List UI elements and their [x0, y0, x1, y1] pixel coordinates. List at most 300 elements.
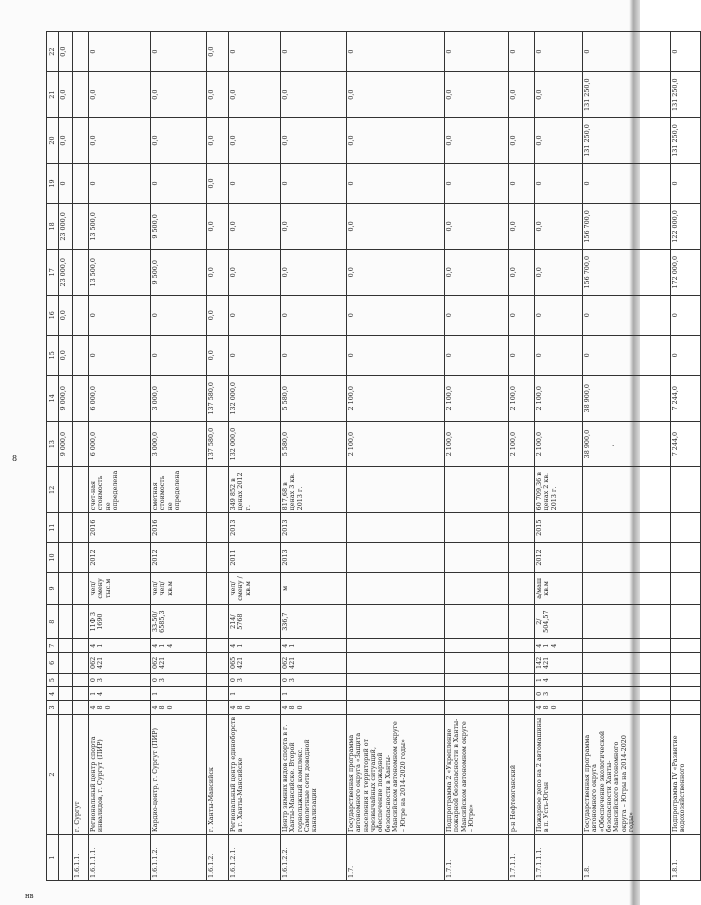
investment-table: [46, 31, 701, 881]
value-cell: 0,0: [347, 118, 445, 164]
total-cell: 23 000,0: [59, 204, 73, 250]
value-cell: [73, 639, 89, 653]
row-name-cell: г. Ханты-Мансийск: [207, 714, 229, 834]
value-cell: [509, 673, 535, 687]
value-cell: 2011: [229, 543, 281, 573]
value-cell: [583, 687, 671, 701]
value-cell: 0,0: [535, 204, 583, 250]
value-cell: 1: [229, 687, 281, 701]
value-cell: 13 500,0: [89, 249, 151, 295]
empty-cell: [59, 543, 73, 573]
value-cell: [73, 421, 89, 467]
value-cell: 0,0: [281, 118, 347, 164]
column-number: 1: [47, 835, 59, 881]
value-cell: 0,0: [207, 72, 229, 118]
value-cell: 0: [535, 32, 583, 72]
value-cell: [509, 543, 535, 573]
value-cell: 2 100,0: [535, 421, 583, 467]
value-cell: 0: [535, 163, 583, 203]
row-name-cell: Региональный центр единоборств в г. Ханты-Мансийске: [229, 714, 281, 834]
value-cell: 0: [151, 32, 207, 72]
value-cell: [671, 653, 701, 674]
row-name-cell: Пожарное депо на 2 автомашины в п. Усть-Юган: [535, 714, 583, 834]
column-number: 17: [47, 249, 59, 295]
value-cell: 0,0: [207, 249, 229, 295]
value-cell: 2/ 504,57: [535, 604, 583, 638]
row-code-cell: 1.6.1.1.: [73, 835, 89, 881]
value-cell: [73, 32, 89, 72]
value-cell: [583, 572, 671, 604]
value-cell: 156 700,0: [583, 249, 671, 295]
value-cell: 0 3: [229, 673, 281, 687]
value-cell: [73, 163, 89, 203]
value-cell: 0,0: [207, 295, 229, 335]
row-code-cell: 1.8.1.: [671, 835, 701, 881]
table-row: [229, 32, 281, 881]
total-cell: 0,0: [59, 32, 73, 72]
column-number: 16: [47, 295, 59, 335]
value-cell: 0: [583, 163, 671, 203]
value-cell: [583, 639, 671, 653]
value-cell: [73, 701, 89, 715]
value-cell: 38 900,0: [583, 375, 671, 421]
value-cell: [445, 701, 509, 715]
value-cell: 2 100,0: [509, 375, 535, 421]
value-cell: сметная стоимость не определена: [151, 467, 207, 513]
value-cell: 0,0: [535, 249, 583, 295]
value-cell: [583, 701, 671, 715]
total-cell: 0,0: [59, 295, 73, 335]
value-cell: [509, 653, 535, 674]
value-cell: 2016: [151, 513, 207, 543]
value-cell: 1 4: [89, 687, 151, 701]
value-cell: 2016: [89, 513, 151, 543]
value-cell: 132 000,0: [229, 421, 281, 467]
value-cell: 6 000,0: [89, 421, 151, 467]
value-cell: [671, 639, 701, 653]
value-cell: 2 100,0: [347, 375, 445, 421]
value-cell: 817,68 в ценах 3 кв. 2013 г.: [281, 467, 347, 513]
column-number: 6: [47, 653, 59, 674]
column-number: 22: [47, 32, 59, 72]
value-cell: 0: [347, 295, 445, 335]
value-cell: 2 100,0: [445, 421, 509, 467]
value-cell: 2013: [229, 513, 281, 543]
value-cell: [671, 572, 701, 604]
value-cell: [509, 604, 535, 638]
row-name-cell: Кардио-центр, г. Сургут (ПИР): [151, 714, 207, 834]
value-cell: 11Ф 3 1690: [89, 604, 151, 638]
row-name-cell: Центр зимних видов спорта в г. Ханты-Мансийске. Второй горнолыжный комплекс. Самолетные сети доводной канализации: [281, 714, 347, 834]
value-cell: 0: [151, 295, 207, 335]
value-cell: [207, 701, 229, 715]
value-cell: 7 244,0: [671, 421, 701, 467]
value-cell: 0: [445, 295, 509, 335]
value-cell: [445, 513, 509, 543]
value-cell: 0: [671, 335, 701, 375]
value-cell: 0,0: [535, 118, 583, 164]
empty-cell: [59, 701, 73, 715]
row-code-cell: 1.7.1.: [445, 835, 509, 881]
value-cell: 7 244,0: [671, 375, 701, 421]
row-name-cell: Подпрограмма IV «Развитие водохозяйственного: [671, 714, 701, 834]
value-cell: [207, 467, 229, 513]
value-cell: 0: [445, 32, 509, 72]
total-cell: 0,0: [59, 72, 73, 118]
value-cell: [583, 543, 671, 573]
value-cell: 0,0: [229, 204, 281, 250]
total-cell: 23 000,0: [59, 249, 73, 295]
row-code-cell: 1.7.: [347, 835, 445, 881]
totals-row: [59, 32, 73, 881]
value-cell: 0,0: [347, 249, 445, 295]
value-cell: 4 8 0: [229, 701, 281, 715]
value-cell: 336,7: [281, 604, 347, 638]
value-cell: [73, 513, 89, 543]
value-cell: 2012: [151, 543, 207, 573]
value-cell: 0: [509, 335, 535, 375]
empty-cell: [59, 572, 73, 604]
row-name-cell: Государственная программа автономного округа «Защита населения и территорий от чрезвычайных ситуаций, обеспечение пожарной безопасности в Ханты-Мансийском автономном округе – Югре на 2014-2020 годы»: [347, 714, 445, 834]
value-cell: 062 421: [281, 653, 347, 674]
value-cell: 4 1: [229, 639, 281, 653]
value-cell: 0,0: [207, 163, 229, 203]
value-cell: [509, 467, 535, 513]
value-cell: 0: [583, 32, 671, 72]
value-cell: 0: [671, 32, 701, 72]
value-cell: [671, 701, 701, 715]
rotated-table-wrapper: [46, 31, 687, 881]
value-cell: [73, 673, 89, 687]
row-name-cell: Региональный центр спорта инвалидов, г. Сургут (ПИР): [89, 714, 151, 834]
value-cell: [347, 673, 445, 687]
value-cell: чел/ смену тыс.м: [89, 572, 151, 604]
value-cell: 137 580,0: [207, 375, 229, 421]
value-cell: [73, 375, 89, 421]
value-cell: [73, 572, 89, 604]
value-cell: 0: [509, 295, 535, 335]
value-cell: 2 100,0: [509, 421, 535, 467]
value-cell: [347, 687, 445, 701]
column-number: 10: [47, 543, 59, 573]
row-name-cell: г. Сургут: [73, 714, 89, 834]
table-row: [347, 32, 445, 881]
value-cell: 4 1 4: [151, 639, 207, 653]
value-cell: 3 000,0: [151, 421, 207, 467]
empty-cell: [59, 673, 73, 687]
table-row: [207, 32, 229, 881]
value-cell: 9 500,0: [151, 204, 207, 250]
value-cell: 6 000,0: [89, 375, 151, 421]
value-cell: [445, 639, 509, 653]
value-cell: 0: [89, 163, 151, 203]
value-cell: 0,0: [207, 204, 229, 250]
value-cell: [671, 467, 701, 513]
value-cell: 0: [89, 295, 151, 335]
column-number: 2: [47, 714, 59, 834]
value-cell: 0: [583, 335, 671, 375]
value-cell: 13 500,0: [89, 204, 151, 250]
value-cell: 0 3: [535, 687, 583, 701]
empty-cell: [59, 467, 73, 513]
value-cell: 0: [89, 32, 151, 72]
value-cell: [73, 467, 89, 513]
column-number: 19: [47, 163, 59, 203]
value-cell: [207, 543, 229, 573]
value-cell: [73, 72, 89, 118]
value-cell: 2 100,0: [445, 375, 509, 421]
row-code-cell: 1.8.: [583, 835, 671, 881]
row-code-cell: 1.7.1.1.: [509, 835, 535, 881]
table-row: [89, 32, 151, 881]
value-cell: [207, 687, 229, 701]
table-row: [281, 32, 347, 881]
value-cell: 172 000,0: [671, 249, 701, 295]
value-cell: 142 421: [535, 653, 583, 674]
table-row: [671, 32, 701, 881]
value-cell: 0,0: [281, 249, 347, 295]
value-cell: [509, 701, 535, 715]
row-code-cell: 1.7.1.1.1.: [535, 835, 583, 881]
value-cell: [583, 513, 671, 543]
value-cell: [509, 687, 535, 701]
value-cell: 0: [229, 295, 281, 335]
value-cell: 0,0: [509, 204, 535, 250]
value-cell: 2 100,0: [535, 375, 583, 421]
value-cell: 0,0: [445, 249, 509, 295]
value-cell: 5 580,0: [281, 375, 347, 421]
empty-cell: [59, 653, 73, 674]
table-row: [535, 32, 583, 881]
total-cell: 0: [59, 163, 73, 203]
empty-cell: [59, 714, 73, 834]
value-cell: [73, 604, 89, 638]
value-cell: [73, 249, 89, 295]
value-cell: [207, 513, 229, 543]
value-cell: 0: [151, 163, 207, 203]
value-cell: [207, 653, 229, 674]
table-row: [73, 32, 89, 881]
value-cell: 132 000,0: [229, 375, 281, 421]
value-cell: [445, 653, 509, 674]
value-cell: 1: [281, 687, 347, 701]
row-name-cell: р-н Нефтеюганский: [509, 714, 535, 834]
value-cell: 131 250,0: [671, 118, 701, 164]
value-cell: [347, 513, 445, 543]
value-cell: 214/ 5768: [229, 604, 281, 638]
value-cell: 0: [509, 32, 535, 72]
row-code-cell: 1.6.1.2.2.: [281, 835, 347, 881]
column-number: 20: [47, 118, 59, 164]
value-cell: [445, 673, 509, 687]
value-cell: 0: [583, 295, 671, 335]
value-cell: 4 1 4: [535, 639, 583, 653]
value-cell: 0,0: [509, 249, 535, 295]
value-cell: [207, 673, 229, 687]
value-cell: 2 100,0: [347, 421, 445, 467]
total-cell: 0,0: [59, 335, 73, 375]
value-cell: [445, 572, 509, 604]
value-cell: [73, 335, 89, 375]
value-cell: [73, 295, 89, 335]
value-cell: [509, 572, 535, 604]
value-cell: 2012: [535, 543, 583, 573]
value-cell: [347, 653, 445, 674]
value-cell: 4 8 0: [151, 701, 207, 715]
value-cell: 0,0: [151, 72, 207, 118]
value-cell: [509, 639, 535, 653]
value-cell: 2013: [281, 513, 347, 543]
value-cell: 065 421: [229, 653, 281, 674]
value-cell: 0,0: [509, 118, 535, 164]
value-cell: 0,0: [281, 204, 347, 250]
value-cell: 0: [671, 295, 701, 335]
value-cell: 0,0: [445, 118, 509, 164]
value-cell: 9 500,0: [151, 249, 207, 295]
value-cell: 0: [281, 32, 347, 72]
column-number-row: [47, 32, 59, 881]
column-number: 18: [47, 204, 59, 250]
value-cell: 0,0: [281, 72, 347, 118]
value-cell: [671, 673, 701, 687]
value-cell: 0: [229, 163, 281, 203]
value-cell: [671, 543, 701, 573]
value-cell: 4 1: [89, 639, 151, 653]
row-code-cell: 1.6.1.1.1.: [89, 835, 151, 881]
value-cell: 0,0: [229, 118, 281, 164]
value-cell: [207, 604, 229, 638]
value-cell: 349 852 в ценах 2012 г.: [229, 467, 281, 513]
value-cell: [583, 467, 671, 513]
value-cell: [73, 543, 89, 573]
value-cell: 0,0: [535, 72, 583, 118]
value-cell: а/маш кв.м: [535, 572, 583, 604]
table-body: [47, 32, 701, 881]
value-cell: 0: [89, 335, 151, 375]
value-cell: [671, 513, 701, 543]
table-row: [509, 32, 535, 881]
value-cell: 0,0: [509, 72, 535, 118]
column-number: 21: [47, 72, 59, 118]
row-name-cell: Подпрограмма 2 «Укрепление пожарной безопасности в Ханты-Мансийском автономном округе – Югре»: [445, 714, 509, 834]
row-code-cell: 1.6.1.2.: [207, 835, 229, 881]
value-cell: 0: [445, 163, 509, 203]
value-cell: 0: [445, 335, 509, 375]
value-cell: [347, 604, 445, 638]
value-cell: 0,0: [207, 335, 229, 375]
value-cell: 0: [535, 335, 583, 375]
value-cell: [347, 639, 445, 653]
value-cell: 0,0: [347, 204, 445, 250]
column-number: 7: [47, 639, 59, 653]
value-cell: 2015: [535, 513, 583, 543]
value-cell: 0,0: [207, 118, 229, 164]
value-cell: 0: [671, 163, 701, 203]
value-cell: 5 580,0: [281, 421, 347, 467]
empty-cell: [59, 639, 73, 653]
value-cell: 137 580,0: [207, 421, 229, 467]
value-cell: м: [281, 572, 347, 604]
value-cell: 131 250,0: [671, 72, 701, 118]
value-cell: 2012: [89, 543, 151, 573]
empty-cell: [59, 604, 73, 638]
value-cell: 1: [151, 687, 207, 701]
value-cell: [445, 687, 509, 701]
bottom-mark: нв: [25, 892, 34, 900]
value-cell: [671, 604, 701, 638]
value-cell: 0: [229, 32, 281, 72]
value-cell: 0: [347, 335, 445, 375]
value-cell: 0,0: [229, 72, 281, 118]
value-cell: 4 8 0: [89, 701, 151, 715]
empty-cell: [59, 513, 73, 543]
value-cell: 4 1: [281, 639, 347, 653]
value-cell: 0 3: [151, 673, 207, 687]
value-cell: [73, 653, 89, 674]
column-number: 9: [47, 572, 59, 604]
value-cell: 0: [535, 295, 583, 335]
column-number: 8: [47, 604, 59, 638]
value-cell: 4 8 0: [535, 701, 583, 715]
value-cell: 0: [281, 335, 347, 375]
value-cell: 0: [347, 32, 445, 72]
value-cell: 0 3: [89, 673, 151, 687]
total-cell: 9 000,0: [59, 375, 73, 421]
column-number: 5: [47, 673, 59, 687]
value-cell: 0: [347, 163, 445, 203]
value-cell: 062 421: [89, 653, 151, 674]
value-cell: [583, 604, 671, 638]
total-cell: 0,0: [59, 118, 73, 164]
table-row: [445, 32, 509, 881]
value-cell: 0,0: [207, 32, 229, 72]
value-cell: 1 4: [535, 673, 583, 687]
value-cell: [583, 653, 671, 674]
value-cell: 0 3: [281, 673, 347, 687]
value-cell: счет-ная стоимость не определена: [89, 467, 151, 513]
value-cell: [445, 604, 509, 638]
column-number: 4: [47, 687, 59, 701]
value-cell: [73, 687, 89, 701]
value-cell: 156 700,0: [583, 204, 671, 250]
row-code-cell: 1.6.1.2.1.: [229, 835, 281, 881]
value-cell: [347, 701, 445, 715]
value-cell: 062 421: [151, 653, 207, 674]
value-cell: 38 900,0: [583, 421, 671, 467]
value-cell: 0,0: [89, 118, 151, 164]
value-cell: 0,0: [347, 72, 445, 118]
value-cell: [347, 467, 445, 513]
value-cell: 2013: [281, 543, 347, 573]
column-number: 14: [47, 375, 59, 421]
value-cell: 0: [281, 295, 347, 335]
value-cell: 0,0: [89, 72, 151, 118]
row-name-cell: Государственная программа автономного округа «Обеспечение экологической безопасности Ханты-Мансийского автономного округа – Югры на 2014-2020 годы»: [583, 714, 671, 834]
value-cell: [73, 118, 89, 164]
value-cell: [445, 543, 509, 573]
value-cell: [445, 467, 509, 513]
empty-cell: [59, 687, 73, 701]
column-number: 15: [47, 335, 59, 375]
value-cell: 3 000,0: [151, 375, 207, 421]
value-cell: [207, 639, 229, 653]
value-cell: 33-50/ 6585,3: [151, 604, 207, 638]
value-cell: [347, 572, 445, 604]
value-cell: 0,0: [445, 204, 509, 250]
column-number: 11: [47, 513, 59, 543]
value-cell: 122 000,0: [671, 204, 701, 250]
total-cell: 9 000,0: [59, 421, 73, 467]
